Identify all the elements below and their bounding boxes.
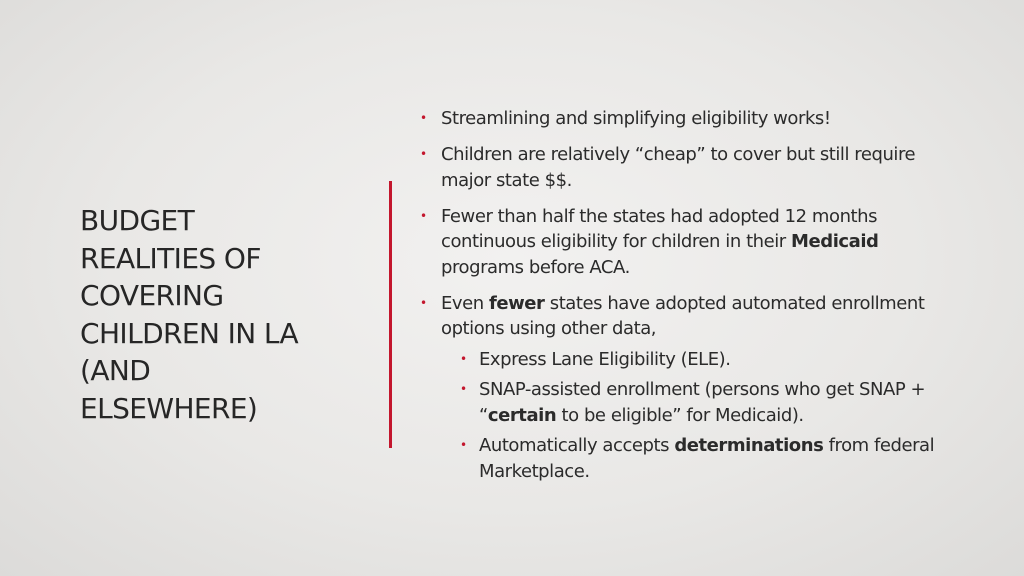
title-line: BUDGET <box>80 204 195 237</box>
bullet-item <box>420 204 940 281</box>
sub-bullet-text: Express Lane Eligibility (ELE). <box>479 348 731 370</box>
sub-bullet-text-part: to be eligible” for Medicaid). <box>556 404 804 426</box>
title-line: REALITIES OF <box>80 241 261 275</box>
bullet-dot-icon: • <box>420 208 427 223</box>
vertical-divider <box>389 181 392 448</box>
bullet-dot-icon: • <box>460 438 467 452</box>
bullet-dot-icon: • <box>420 111 427 125</box>
slide-title <box>80 202 380 427</box>
sub-bullet-bold-text: certain <box>487 404 557 426</box>
bullet-dot-icon: • <box>460 351 467 366</box>
title-line: (AND <box>80 354 151 387</box>
bullet-item <box>420 291 940 342</box>
sub-bullet-text-part: Automatically accepts <box>479 435 675 456</box>
bullet-list <box>420 106 940 484</box>
bullet-dot-icon: • <box>420 295 427 310</box>
title-line: COVERING <box>80 279 224 312</box>
bullet-dot-icon: • <box>420 147 427 161</box>
bullet-bold-text: fewer <box>488 292 545 314</box>
title-line: CHILDREN IN LA <box>80 316 299 350</box>
bullet-text: Children are relatively “cheap” to cover but still require major state $$. <box>441 144 916 191</box>
sub-bullet-bold-text: determinations <box>674 435 824 456</box>
bullet-text-part: Fewer than half the states had adopted 12 months continuous eligibility for children in their <box>441 205 878 252</box>
bullet-text: Streamlining and simplifying eligibility works! <box>441 108 831 129</box>
bullet-text-part: states have adopted automated enrollment options using other data, <box>441 292 925 339</box>
sub-bullet-item <box>420 433 940 484</box>
title-line: ELSEWHERE) <box>80 391 258 425</box>
bullet-dot-icon: • <box>460 382 467 396</box>
sub-bullet-text-part: from federal Marketplace. <box>479 435 935 482</box>
sub-bullet-text-part: SNAP-assisted enrollment (persons who get SNAP + “ <box>479 379 926 426</box>
sub-bullet-item <box>420 347 940 373</box>
sub-bullet-item <box>420 377 940 428</box>
bullet-text-part: Even <box>441 292 489 314</box>
bullet-text-part: programs before ACA. <box>441 256 630 278</box>
bullet-item <box>420 142 940 193</box>
bullet-item <box>420 106 940 132</box>
bullet-bold-text: Medicaid <box>791 231 879 252</box>
